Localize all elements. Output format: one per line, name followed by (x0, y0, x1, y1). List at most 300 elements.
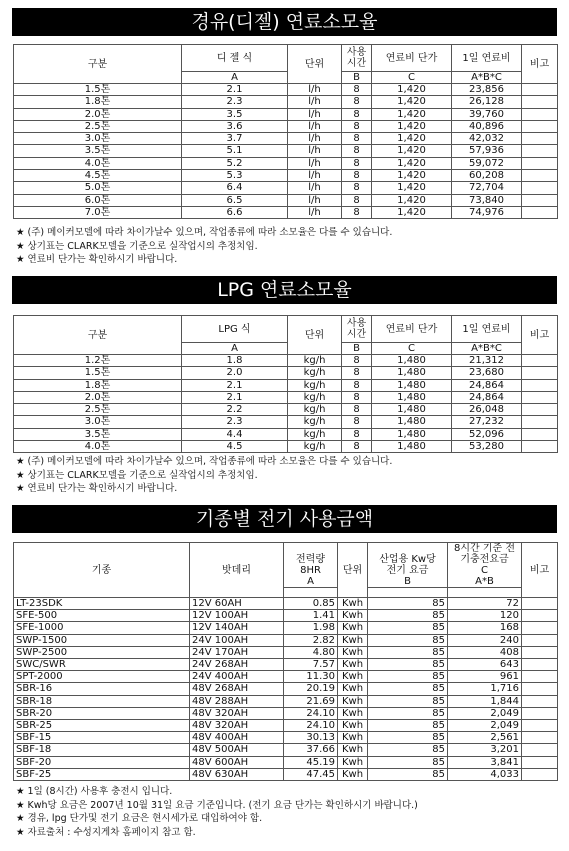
table-cell: 48V 600AH (190, 756, 284, 768)
table-cell: 8 (342, 404, 372, 416)
header-unit: 단위 (288, 45, 342, 84)
table-cell: Kwh (338, 744, 368, 756)
table-cell: 27,232 (452, 416, 522, 428)
remark-cell (522, 768, 558, 780)
remark-cell (522, 634, 558, 646)
table-cell: Kwh (338, 634, 368, 646)
table-cell: 24.10 (284, 707, 338, 719)
table-row (14, 355, 558, 367)
table-cell: 4.80 (284, 646, 338, 658)
table-cell: Kwh (338, 707, 368, 719)
table-cell: 2.1 (182, 391, 288, 403)
table-cell: 40,896 (452, 120, 522, 132)
table-cell: 1,420 (372, 145, 452, 157)
table-cell: 2,049 (448, 707, 522, 719)
table-cell: Kwh (338, 720, 368, 732)
section3-title: 기종별 전기 사용금액 (12, 505, 557, 533)
table-cell: 30.13 (284, 732, 338, 744)
table-row (14, 671, 558, 683)
table-cell: 3.5톤 (14, 428, 182, 440)
header-price-sub: C (372, 343, 452, 355)
remark-cell (522, 659, 558, 671)
table-cell: 3.6 (182, 120, 288, 132)
table-cell: 42,032 (452, 133, 522, 145)
table-cell: 1,844 (448, 695, 522, 707)
table-cell: 6.0톤 (14, 194, 182, 206)
remark-cell (522, 695, 558, 707)
table-cell: 6.5 (182, 194, 288, 206)
header-diesel-sub: A (182, 72, 288, 84)
remark-cell (522, 133, 558, 145)
table-cell: 53,280 (452, 441, 522, 453)
table-cell: 8 (342, 194, 372, 206)
table-row (14, 732, 558, 744)
table-cell: 1.98 (284, 622, 338, 634)
table-cell: 1.2톤 (14, 355, 182, 367)
table-row (14, 622, 558, 634)
header-model: 기종 (14, 543, 190, 598)
table-cell: 23,856 (452, 84, 522, 96)
table-row (14, 84, 558, 96)
header-rate: 산업용 Kw당 전기 요금 B (368, 543, 448, 588)
table-cell: 85 (368, 610, 448, 622)
remark-cell (522, 379, 558, 391)
table-cell: 21.69 (284, 695, 338, 707)
table-cell: 48V 320AH (190, 720, 284, 732)
table-cell: 59,072 (452, 157, 522, 169)
table-cell: 26,048 (452, 404, 522, 416)
header-unit: 단위 (288, 316, 342, 355)
table-cell: 74,976 (452, 206, 522, 218)
table-cell: 6.4 (182, 182, 288, 194)
header-remark: 비고 (522, 45, 558, 84)
table-cell: 8 (342, 441, 372, 453)
table-row (14, 367, 558, 379)
table-cell: 3.5톤 (14, 145, 182, 157)
table-cell: 1.5톤 (14, 84, 182, 96)
table-cell: 24,864 (452, 391, 522, 403)
table-row (14, 744, 558, 756)
table-cell: 1.8톤 (14, 379, 182, 391)
table-cell: 8 (342, 206, 372, 218)
table-cell: SBF-25 (14, 768, 190, 780)
table-cell: Kwh (338, 768, 368, 780)
electric-notes (16, 785, 418, 839)
table-cell: 8 (342, 145, 372, 157)
table-cell: l/h (288, 84, 342, 96)
table-cell: 39,760 (452, 108, 522, 120)
remark-cell (522, 707, 558, 719)
table-row (14, 170, 558, 182)
remark-cell (522, 404, 558, 416)
header-unit: 단위 (338, 543, 368, 598)
table-cell: l/h (288, 120, 342, 132)
table-cell: 72 (448, 598, 522, 610)
table-cell: 8 (342, 391, 372, 403)
table-cell: 24V 170AH (190, 646, 284, 658)
table-cell: 1,480 (372, 416, 452, 428)
table-cell: 1,420 (372, 206, 452, 218)
table-cell: 85 (368, 720, 448, 732)
table-cell: SBR-18 (14, 695, 190, 707)
table-cell: 48V 630AH (190, 768, 284, 780)
table-cell: SWP-2500 (14, 646, 190, 658)
table-cell: 1,716 (448, 683, 522, 695)
remark-cell (522, 671, 558, 683)
table-row (14, 96, 558, 108)
table-cell: 5.0톤 (14, 182, 182, 194)
table-cell: 2,561 (448, 732, 522, 744)
table-cell: 1,420 (372, 120, 452, 132)
header-category: 구분 (14, 45, 182, 84)
header-hours: 사용 시간 (342, 316, 372, 343)
table-cell: 4.0톤 (14, 441, 182, 453)
table-cell: 120 (448, 610, 522, 622)
table-cell: 85 (368, 634, 448, 646)
table-cell: 85 (368, 671, 448, 683)
table-cell: 1.8 (182, 355, 288, 367)
table-cell: SPT-2000 (14, 671, 190, 683)
table-cell: 961 (448, 671, 522, 683)
table-cell: LT-23SDK (14, 598, 190, 610)
table-cell: 23,680 (452, 367, 522, 379)
remark-cell (522, 610, 558, 622)
table-cell: SBF-20 (14, 756, 190, 768)
table-cell: 643 (448, 659, 522, 671)
table-cell: 7.57 (284, 659, 338, 671)
table-cell: 8 (342, 182, 372, 194)
table-cell: 21,312 (452, 355, 522, 367)
table-cell: 240 (448, 634, 522, 646)
table-cell: 8 (342, 355, 372, 367)
table-cell: 8 (342, 133, 372, 145)
table-cell: 4,033 (448, 768, 522, 780)
table-row (14, 707, 558, 719)
table-cell: Kwh (338, 756, 368, 768)
table-cell: l/h (288, 170, 342, 182)
table-cell: 2.5톤 (14, 120, 182, 132)
table-cell: 85 (368, 659, 448, 671)
remark-cell (522, 428, 558, 440)
table-cell: 4.0톤 (14, 157, 182, 169)
table-cell: 1,420 (372, 157, 452, 169)
table-cell: 8 (342, 416, 372, 428)
table-cell: 37.66 (284, 744, 338, 756)
table-cell: 3,201 (448, 744, 522, 756)
table-cell: 2.3 (182, 96, 288, 108)
header-daily: 1일 연료비 (452, 316, 522, 343)
table-cell: 1,480 (372, 404, 452, 416)
table-cell: l/h (288, 145, 342, 157)
header-hours-sub: B (342, 343, 372, 355)
remark-cell (522, 756, 558, 768)
table-cell: Kwh (338, 683, 368, 695)
header-price-sub: C (372, 72, 452, 84)
table-cell: 85 (368, 622, 448, 634)
table-cell: 12V 140AH (190, 622, 284, 634)
remark-cell (522, 416, 558, 428)
table-cell: 2.0톤 (14, 391, 182, 403)
table-cell: 24.10 (284, 720, 338, 732)
table-cell: 85 (368, 695, 448, 707)
table-cell: SFE-500 (14, 610, 190, 622)
table-cell: Kwh (338, 671, 368, 683)
table-cell: 85 (368, 756, 448, 768)
table-cell: kg/h (288, 355, 342, 367)
table-cell: 1,420 (372, 133, 452, 145)
table-cell: 85 (368, 598, 448, 610)
table-cell: SWC/SWR (14, 659, 190, 671)
header-daily-sub: A*B*C (452, 72, 522, 84)
electric-table (13, 542, 558, 781)
table-cell: SBR-25 (14, 720, 190, 732)
table-cell: 48V 288AH (190, 695, 284, 707)
table-cell: 24V 100AH (190, 634, 284, 646)
table-row (14, 598, 558, 610)
table-cell: 8 (342, 120, 372, 132)
table-cell: 8 (342, 428, 372, 440)
table-cell: 52,096 (452, 428, 522, 440)
table-cell: 5.3 (182, 170, 288, 182)
table-cell: Kwh (338, 659, 368, 671)
note-line: ★ 상기표는 CLARK모델을 기준으로 실작업시의 추정치임. (16, 469, 258, 481)
table-cell: 1,480 (372, 391, 452, 403)
header-charge: 8시간 기준 전 기충전요금 C A*B (448, 543, 522, 588)
table-cell: 24V 268AH (190, 659, 284, 671)
table-cell: 1,420 (372, 108, 452, 120)
note-line: ★ 상기표는 CLARK모델을 기준으로 실작업시의 추정치임. (16, 240, 258, 252)
header-daily: 1일 연료비 (452, 45, 522, 72)
table-cell: 47.45 (284, 768, 338, 780)
table-cell: 85 (368, 732, 448, 744)
table-cell: SBF-18 (14, 744, 190, 756)
table-row (14, 157, 558, 169)
table-row (14, 120, 558, 132)
table-cell: l/h (288, 108, 342, 120)
header-hours-sub: B (342, 72, 372, 84)
table-cell: 48V 500AH (190, 744, 284, 756)
table-row (14, 756, 558, 768)
table-cell: 24,864 (452, 379, 522, 391)
diesel-table (13, 44, 558, 219)
diesel-notes (16, 226, 392, 267)
table-cell: 8 (342, 108, 372, 120)
table-cell: 3.7 (182, 133, 288, 145)
table-cell: kg/h (288, 367, 342, 379)
table-cell: Kwh (338, 695, 368, 707)
remark-cell (522, 84, 558, 96)
table-cell: kg/h (288, 428, 342, 440)
table-cell: 24V 400AH (190, 671, 284, 683)
table-row (14, 720, 558, 732)
remark-cell (522, 367, 558, 379)
table-row (14, 194, 558, 206)
table-cell: 1,480 (372, 441, 452, 453)
table-cell: 1.8톤 (14, 96, 182, 108)
header-hours: 사용 시간 (342, 45, 372, 72)
table-cell: l/h (288, 96, 342, 108)
table-cell: 1,420 (372, 182, 452, 194)
table-cell: 2.1 (182, 84, 288, 96)
table-cell: 2.0 (182, 367, 288, 379)
table-cell: 1,480 (372, 355, 452, 367)
table-cell: 0.85 (284, 598, 338, 610)
table-cell: 12V 60AH (190, 598, 284, 610)
remark-cell (522, 120, 558, 132)
table-cell: l/h (288, 194, 342, 206)
remark-cell (522, 108, 558, 120)
table-cell: 2,049 (448, 720, 522, 732)
table-row (14, 379, 558, 391)
table-cell: 48V 400AH (190, 732, 284, 744)
table-cell: 20.19 (284, 683, 338, 695)
table-row (14, 108, 558, 120)
table-cell: 168 (448, 622, 522, 634)
note-line: ★ (주) 메이커모델에 따라 차이가날수 있으며, 작업종류에 따라 소모율은 다를 수 있습니다. (16, 227, 393, 238)
header-diesel: 디 젤 식 (182, 45, 288, 72)
section2-title: LPG 연료소모율 (12, 276, 557, 304)
table-row (14, 416, 558, 428)
table-cell: kg/h (288, 416, 342, 428)
remark-cell (522, 646, 558, 658)
remark-cell (522, 732, 558, 744)
table-cell: 8 (342, 379, 372, 391)
table-cell: 1,480 (372, 379, 452, 391)
header-category: 구분 (14, 316, 182, 355)
remark-cell (522, 622, 558, 634)
table-cell: 45.19 (284, 756, 338, 768)
table-row (14, 206, 558, 218)
table-cell: 60,208 (452, 170, 522, 182)
table-cell: 1.5톤 (14, 367, 182, 379)
remark-cell (522, 391, 558, 403)
table-row (14, 683, 558, 695)
header-daily-sub: A*B*C (452, 343, 522, 355)
note-line: ★ 경유, lpg 단가및 전기 요금은 현시세가로 대입하여야 함. (16, 813, 263, 824)
table-cell: 1,480 (372, 428, 452, 440)
table-cell: 85 (368, 683, 448, 695)
table-cell: 4.4 (182, 428, 288, 440)
note-line: ★ 자료출처 : 수성지게차 홈페이지 참고 함. (16, 826, 196, 838)
table-cell: Kwh (338, 598, 368, 610)
remark-cell (522, 744, 558, 756)
table-row (14, 659, 558, 671)
table-cell: 48V 268AH (190, 683, 284, 695)
remark-cell (522, 145, 558, 157)
table-cell: 11.30 (284, 671, 338, 683)
note-line: ★ 연료비 단가는 확인하시기 바랍니다. (16, 254, 178, 265)
table-cell: 2.3 (182, 416, 288, 428)
table-cell: SBF-15 (14, 732, 190, 744)
table-cell: Kwh (338, 610, 368, 622)
table-cell: SWP-1500 (14, 634, 190, 646)
section1-title: 경유(디젤) 연료소모율 (12, 8, 557, 36)
table-cell: SBR-16 (14, 683, 190, 695)
table-cell: 26,128 (452, 96, 522, 108)
table-cell: 72,704 (452, 182, 522, 194)
table-row (14, 610, 558, 622)
table-cell: 2.1 (182, 379, 288, 391)
table-cell: 7.0톤 (14, 206, 182, 218)
table-cell: Kwh (338, 732, 368, 744)
header-lpg-sub: A (182, 343, 288, 355)
table-cell: 2.2 (182, 404, 288, 416)
table-cell: kg/h (288, 404, 342, 416)
table-cell: 1,420 (372, 84, 452, 96)
table-cell: 8 (342, 96, 372, 108)
remark-cell (522, 194, 558, 206)
table-cell: 3.5 (182, 108, 288, 120)
table-cell: kg/h (288, 391, 342, 403)
table-cell: 2.0톤 (14, 108, 182, 120)
table-cell: 73,840 (452, 194, 522, 206)
table-cell: 8 (342, 84, 372, 96)
remark-cell (522, 170, 558, 182)
table-cell: 85 (368, 768, 448, 780)
table-cell: 1.41 (284, 610, 338, 622)
header-lpg: LPG 식 (182, 316, 288, 343)
table-cell: 57,936 (452, 145, 522, 157)
note-line: ★ 연료비 단가는 확인하시기 바랍니다. (16, 483, 178, 494)
table-row (14, 145, 558, 157)
table-row (14, 695, 558, 707)
table-cell: 1,480 (372, 367, 452, 379)
table-cell: SFE-1000 (14, 622, 190, 634)
header-power: 전력량 8HR A (284, 543, 338, 588)
remark-cell (522, 157, 558, 169)
table-cell: 3.0톤 (14, 133, 182, 145)
header-battery: 밧데리 (190, 543, 284, 598)
table-cell: 8 (342, 170, 372, 182)
table-cell: 8 (342, 367, 372, 379)
table-cell: SBR-20 (14, 707, 190, 719)
table-cell: 2.82 (284, 634, 338, 646)
table-cell: 6.6 (182, 206, 288, 218)
table-cell: Kwh (338, 622, 368, 634)
table-cell: 3.0톤 (14, 416, 182, 428)
remark-cell (522, 683, 558, 695)
remark-cell (522, 720, 558, 732)
table-cell: 408 (448, 646, 522, 658)
remark-cell (522, 355, 558, 367)
table-cell: 4.5톤 (14, 170, 182, 182)
remark-cell (522, 96, 558, 108)
table-cell: l/h (288, 133, 342, 145)
table-cell: 8 (342, 157, 372, 169)
remark-cell (522, 598, 558, 610)
table-cell: 85 (368, 707, 448, 719)
table-row (14, 768, 558, 780)
table-row (14, 182, 558, 194)
header-price: 연료비 단가 (372, 45, 452, 72)
table-cell: 48V 320AH (190, 707, 284, 719)
table-row (14, 646, 558, 658)
remark-cell (522, 206, 558, 218)
table-cell: l/h (288, 157, 342, 169)
table-cell: 1,420 (372, 170, 452, 182)
table-cell: 5.2 (182, 157, 288, 169)
table-cell: 12V 100AH (190, 610, 284, 622)
table-cell: 4.5 (182, 441, 288, 453)
table-cell: 1,420 (372, 96, 452, 108)
table-row (14, 428, 558, 440)
table-cell: kg/h (288, 379, 342, 391)
note-line: ★ (주) 메이커모델에 따라 차이가날수 있으며, 작업종류에 따라 소모율은 다를 수 있습니다. (16, 456, 393, 467)
table-cell: kg/h (288, 441, 342, 453)
lpg-table (13, 315, 558, 453)
table-cell: 1,420 (372, 194, 452, 206)
table-row (14, 404, 558, 416)
